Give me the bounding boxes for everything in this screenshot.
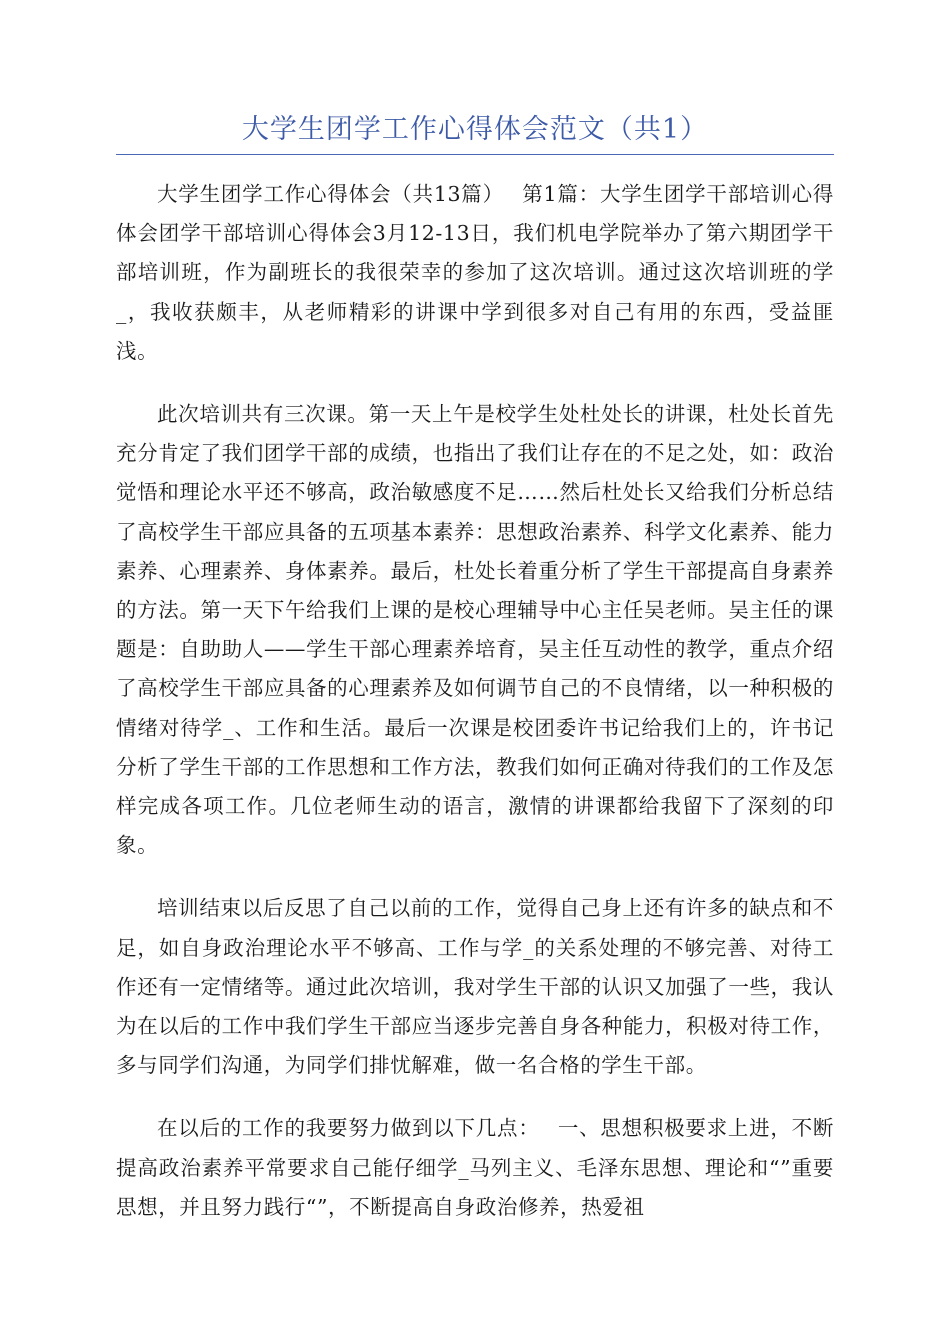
paragraph-2: 此次培训共有三次课。第一天上午是校学生处杜处长的讲课，杜处长首先充分肯定了我们团学干部的成绩，也指出了我们让存在的不足之处，如：政治觉悟和理论水平还不够高，政治敏感度不足……然后杜处长又给我们分析总结了高校学生干部应具备的五项基本素养：思想政治素养、科学文化素养、能力素养、心理素养、身体素养。最后，杜处长着重分析了学生干部提高自身素养的方法。第一天下午给我们上课的是校心理辅导中心主任吴老师。吴主任的课题是：自助助人——学生干部心理素养培育，吴主任互动性的教学，重点介绍了高校学生干部应具备的心理素养及如何调节自己的不良情绪，以一种积极的情绪对待学_、工作和生活。最后一次课是校团委许书记给我们上的，许书记分析了学生干部的工作思想和工作方法，教我们如何正确对待我们的工作及怎样完成各项工作。几位老师生动的语言，激情的讲课都给我留下了深刻的印象。	[116, 402, 834, 858]
paragraph-1: 大学生团学工作心得体会（共13篇） 第1篇：大学生团学干部培训心得体会团学干部培训心得体会3月12-13日，我们机电学院举办了第六期团学干部培训班，作为副班长的我很荣幸的参加了这次培训。通过这次培训班的学_，我收获颇丰，从老师精彩的讲课中学到很多对自己有用的东西，受益匪浅。	[116, 182, 834, 363]
document-body	[116, 175, 834, 1251]
document-title: 大学生团学工作心得体会范文（共1）	[241, 114, 709, 145]
paragraph-3: 培训结束以后反思了自己以前的工作，觉得自己身上还有许多的缺点和不足，如自身政治理论水平不够高、工作与学_的关系处理的不够完善、对待工作还有一定情绪等。通过此次培训，我对学生干部的认识又加强了一些，我认为在以后的工作中我们学生干部应当逐步完善自身各种能力，积极对待工作，多与同学们沟通，为同学们排忧解难，做一名合格的学生干部。	[116, 896, 834, 1078]
title-underline	[116, 154, 834, 155]
paragraph-4: 在以后的工作的我要努力做到以下几点： 一、思想积极要求上进，不断提高政治素养平常要求自己能仔细学_马列主义、毛泽东思想、理论和“”重要思想，并且努力践行“”，不断提高自身政治修养，热爱祖	[116, 1116, 834, 1219]
